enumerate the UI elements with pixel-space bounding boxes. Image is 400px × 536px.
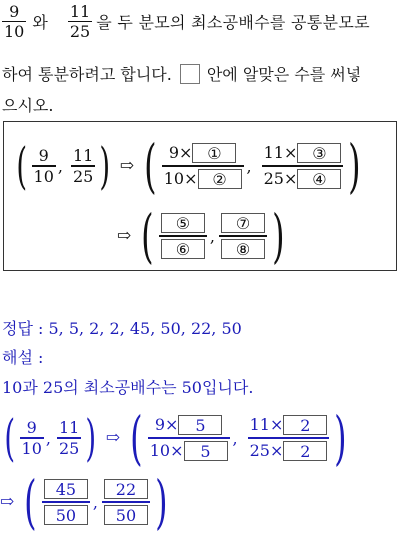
- fraction-mult-1: $\frac{\text{9× ①}}{\text{10× ②}}$: [162, 143, 244, 189]
- answer-box-7: 22: [104, 479, 148, 499]
- blank-box-1: ①: [192, 143, 236, 163]
- answer-box-2: 5: [184, 441, 228, 461]
- blank-box-5: ⑤: [161, 213, 205, 233]
- left-paren: (: [144, 132, 157, 200]
- fraction-result-1: [42, 479, 90, 525]
- blank-box-8: ⑧: [221, 239, 265, 259]
- fraction-mult-1: $\frac{9\times 5}{10\times 5}$: [148, 415, 230, 461]
- answer-box-1: 5: [178, 415, 222, 435]
- question-text-3: 으시오.: [2, 96, 54, 115]
- fraction-mult-2: $\frac{11\times 2}{25\times 2}$: [248, 415, 330, 461]
- question-text-2a: 하여 통분하려고 합니다.: [2, 65, 172, 84]
- answer-box-4: 2: [283, 441, 327, 461]
- question-line3: [2, 93, 53, 116]
- left-paren: (: [141, 202, 154, 270]
- answer-box-8: 50: [104, 505, 148, 525]
- fraction-result-2: [219, 213, 267, 259]
- left-paren: (: [130, 404, 143, 472]
- fraction-9-10: $\frac{9}{10}$: [21, 418, 42, 458]
- arrow-icon: ⇨: [105, 428, 121, 448]
- problem-figure: [3, 121, 397, 271]
- answer-box-3: 2: [283, 415, 327, 435]
- fraction-11-25: $\frac{11}{25}$: [69, 2, 91, 42]
- left-paren: (: [16, 137, 28, 195]
- figure-row1: ( $\frac{9}{10}$ , $\frac{11}{25}$ ) ⇨ ( $\frac{\text{9× ①}}{\text{10× ②}}$ , $\frac{\text{11× ③}}{\text{25× ④}}$ ): [16, 132, 361, 200]
- blank-box-2: ②: [198, 169, 242, 189]
- fraction-9-10: $\frac{9}{10}$: [4, 2, 25, 42]
- right-paren: ): [334, 404, 347, 472]
- explain-label: 해설 :: [2, 348, 44, 367]
- right-paren: ): [99, 137, 111, 195]
- fraction-11-25: $\frac{11}{25}$: [58, 418, 80, 458]
- right-paren: ): [85, 409, 97, 467]
- fraction-result-1: [159, 213, 207, 259]
- fraction-mult-2: $\frac{\text{11× ③}}{\text{25× ④}}$: [262, 143, 344, 189]
- answer-box-5: 45: [44, 479, 88, 499]
- arrow-icon: ⇨: [117, 226, 132, 246]
- figure-row2: ⇨ ( $\frac{\text{⑤}}{\text{⑥}}$ , $\frac{\text{⑦}}{\text{⑧}}$ ): [117, 202, 285, 270]
- arrow-icon: ⇨: [0, 492, 15, 512]
- fraction-9-10: $\frac{9}{10}$: [33, 146, 54, 186]
- word-wa: 와: [32, 13, 48, 33]
- left-paren: (: [4, 409, 16, 467]
- answer-box-6: 50: [44, 505, 88, 525]
- answer-line: 정답 : 5, 5, 2, 2, 45, 50, 22, 50: [2, 319, 242, 338]
- blank-box-icon: [180, 64, 200, 84]
- question-line2: [2, 62, 361, 85]
- answer-row2: ⇨ ( $\frac{45}{50}$ , $\frac{22}{50}$ ): [0, 468, 168, 536]
- blank-box-4: ④: [297, 169, 341, 189]
- fraction-result-2: [102, 479, 150, 525]
- blank-box-7: ⑦: [221, 213, 265, 233]
- blank-box-6: ⑥: [161, 239, 205, 259]
- arrow-icon: ⇨: [119, 156, 135, 176]
- answer-row1: ( $\frac{9}{10}$ , $\frac{11}{25}$ ) ⇨ ( $\frac{9\times 5}{10\times 5}$ , $\frac{11\times 2}{25\times 2}$ ): [4, 404, 347, 472]
- fraction-11-25: $\frac{11}{25}$: [72, 146, 94, 186]
- left-paren: (: [24, 468, 37, 536]
- right-paren: ): [272, 202, 285, 270]
- question-text-1: 을 두 분모의 최소공배수를 공통분모로: [96, 13, 370, 33]
- question-text-2b: 안에 알맞은 수를 써넣: [206, 65, 362, 84]
- explain-text: 10과 25의 최소공배수는 50입니다.: [2, 378, 254, 397]
- right-paren: ): [155, 468, 168, 536]
- blank-box-3: ③: [297, 143, 341, 163]
- question-line1: [2, 2, 370, 41]
- right-paren: ): [348, 132, 361, 200]
